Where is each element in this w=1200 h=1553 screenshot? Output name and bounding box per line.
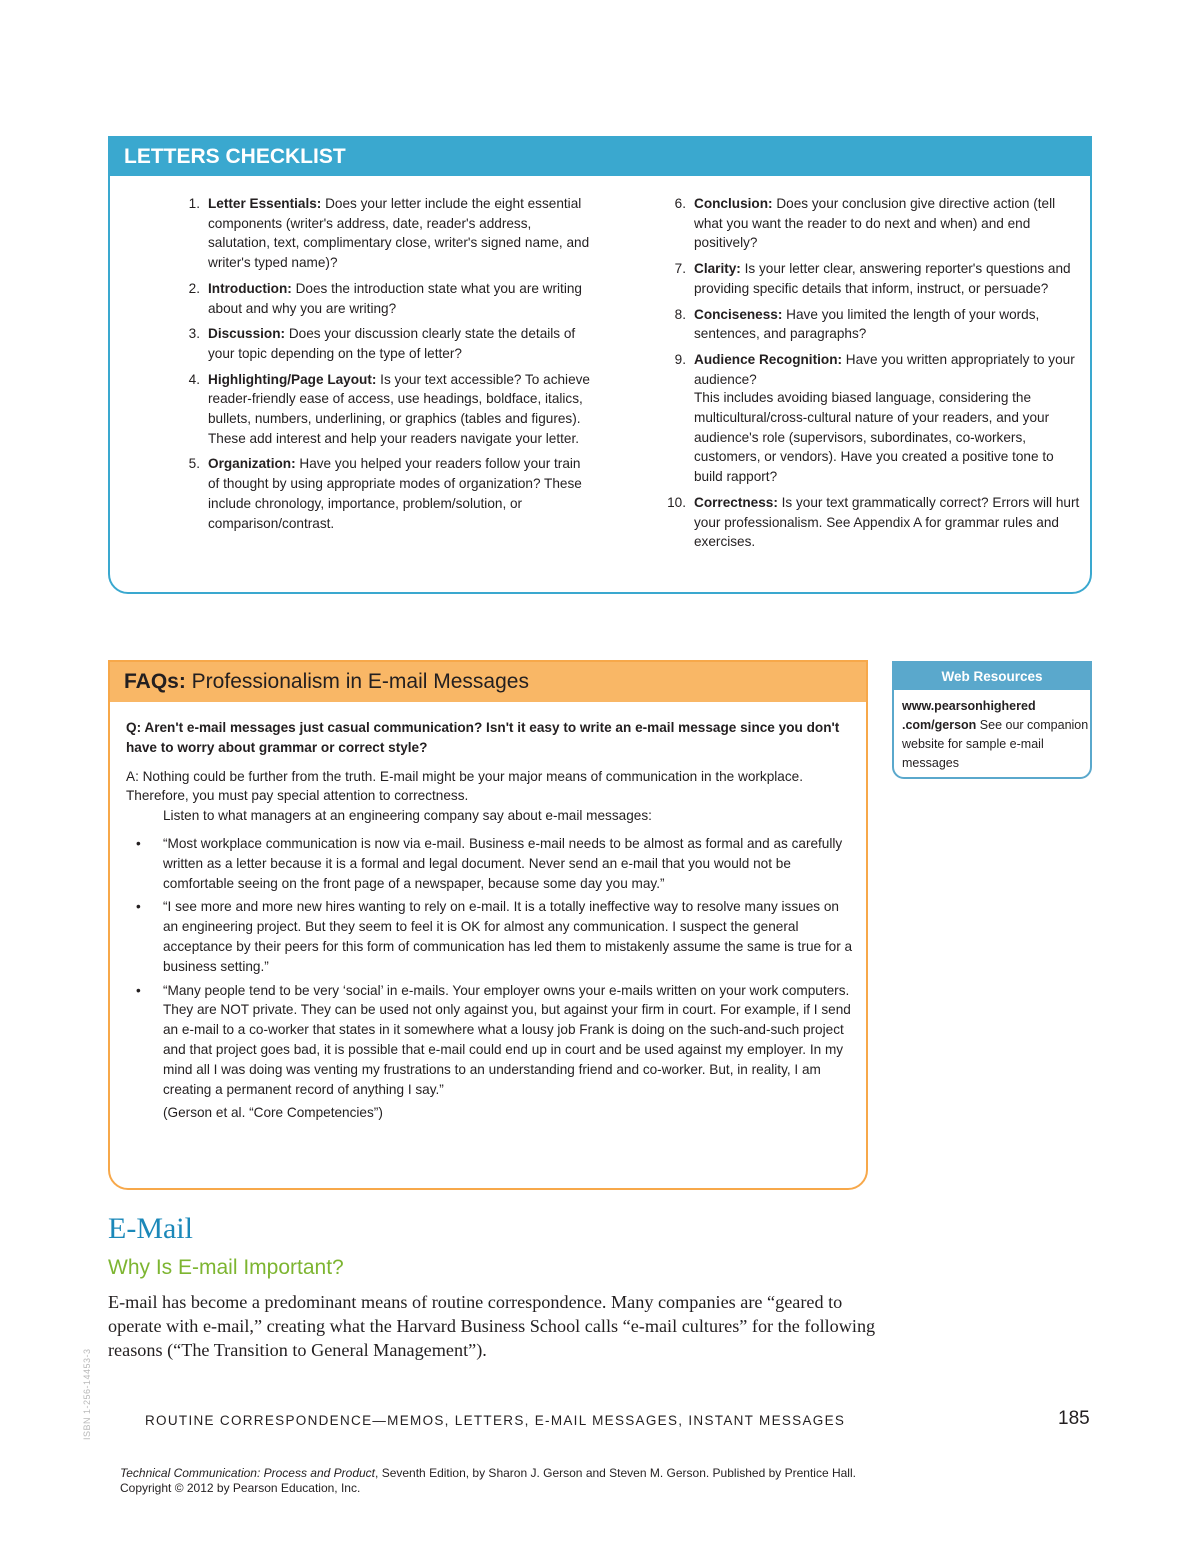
faq-title-text: Professionalism in E-mail Messages	[185, 670, 529, 693]
item-number: 3.	[188, 326, 200, 342]
item-number: 8.	[674, 306, 686, 322]
item-number: 10.	[667, 494, 686, 510]
item-keyword: Audience Recognition:	[694, 351, 843, 367]
web-resources-body	[894, 690, 1090, 773]
item-keyword: Clarity:	[694, 261, 741, 277]
faq-question: Q: Aren't e-mail messages just casual communication? Isn't it easy to write an e-mail message since you don't have to worry about grammar or correct style?	[126, 720, 840, 755]
item-number: 1.	[188, 196, 200, 211]
item-keyword: Correctness:	[694, 494, 778, 510]
footer-copyright: Copyright © 2012 by Pearson Education, Inc.	[120, 1481, 361, 1495]
item-keyword: Conciseness:	[694, 306, 783, 322]
faq-lead: Listen to what managers at an engineering company say about e-mail messages:	[163, 808, 652, 824]
item-text: Is your text accessible? To achieve reader-friendly ease of access, use headings, boldface, italics, bullets, numbers, underlining, or graphics (tables and figures). These add interest and help your readers navigate your letter.	[208, 371, 590, 446]
faq-quote-text: “Many people tend to be very ‘social’ in e-mails. Your employer owns your e-mails written on your work computers. They are NOT private. They can be used not only against you, but against your firm in court. For example, if I send an e-mail to a co-worker that states in it somewhere what a lousy job Frank is doing on the such-and-such project and that project goes bad, it is possible that e-mail could end up in court and be used against my employer. In my mind all I was doing was venting my frustrations to an understanding friend and co-worker. But, in reality, I am creating a permanent record of anything I say.”	[163, 982, 851, 1097]
item-text: Does your letter include the eight essential components (writer's address, date, reader's address, salutation, text, complimentary close, writer's signed name, and writer's typed name)?	[208, 196, 590, 271]
checklist-item	[170, 279, 590, 318]
checklist-item	[170, 194, 590, 273]
item-text: Does your conclusion give directive action (tell what you want the reader to do next and when) and end positively?	[694, 196, 1056, 251]
web-resources-link[interactable]: www.pearsonhighered .com/gerson	[902, 699, 1036, 732]
bullet-icon: •	[136, 982, 141, 998]
item-keyword: Introduction:	[208, 280, 292, 296]
item-9-extra-text: This includes avoiding biased language, considering the multicultural/cross-cultural nature of your readers, and your audience's role (supervisors, subordinates, co-workers, customers, or vendors). Have you created a positive tone to build rapport?	[694, 390, 1054, 485]
section-paragraph: E-mail has become a predominant means of routine correspondence. Many companies are “geared to operate with e-mail,” creating what the Harvard Business School calls “e-mail cultures” for the following reasons (“The Transition to General Management”).	[108, 1292, 876, 1360]
item-number: 6.	[674, 196, 686, 211]
faq-body	[126, 718, 854, 1123]
item-number: 4.	[188, 371, 200, 387]
checklist-right-column	[656, 194, 1081, 558]
faq-title	[110, 662, 866, 702]
letters-checklist-box	[108, 136, 1092, 594]
item-text: Is your text grammatically correct? Errors will hurt your professionalism. See Appendix A for grammar rules and exercises.	[694, 494, 1080, 550]
footer-book-title: Technical Communication: Process and Product	[120, 1466, 376, 1480]
checklist-item	[170, 324, 590, 363]
checklist-item	[656, 493, 1081, 552]
checklist-left-column	[170, 194, 590, 539]
faq-box	[108, 660, 868, 1190]
item-number: 2.	[188, 280, 200, 296]
item-keyword: Highlighting/Page Layout:	[208, 371, 377, 387]
checklist-item	[656, 194, 1081, 253]
checklist-item	[656, 259, 1081, 298]
bullet-icon: •	[136, 835, 141, 851]
footer	[120, 1466, 856, 1496]
faq-answer: A: Nothing could be further from the truth. E-mail might be your major means of communication in the workplace. Therefore, you must pay special attention to correctness.	[126, 768, 803, 804]
section-heading: E-Mail	[108, 1212, 193, 1245]
faq-citation: (Gerson et al. “Core Competencies”)	[163, 1105, 383, 1121]
checklist-title: LETTERS CHECKLIST	[110, 138, 1090, 176]
item-number: 7.	[674, 261, 686, 277]
checklist-item	[656, 305, 1081, 344]
bullet-icon: •	[136, 899, 141, 915]
faq-quote	[126, 834, 854, 893]
faq-quote-list	[126, 834, 854, 1099]
item-text: Does your discussion clearly state the details of your topic depending on the type of letter?	[208, 326, 576, 361]
web-resources-title: Web Resources	[894, 663, 1090, 690]
web-resources-box	[892, 661, 1092, 779]
section-subheading: Why Is E-mail Important?	[108, 1256, 344, 1279]
item-text: Have you limited the length of your words, sentences, and paragraphs?	[694, 306, 1040, 342]
item-keyword: Letter Essentials:	[208, 196, 322, 211]
faq-quote	[126, 897, 854, 976]
footer-citation	[120, 1466, 856, 1481]
item-keyword: Organization:	[208, 456, 296, 472]
item-text: Have you helped your readers follow your train of thought by using appropriate modes of organization? These include chronology, importance, problem/solution, or comparison/contrast.	[208, 456, 582, 531]
isbn-watermark: ISBN 1-256-14453-3	[82, 1348, 92, 1440]
running-head: ROUTINE CORRESPONDENCE—MEMOS, LETTERS, E-MAIL MESSAGES, INSTANT MESSAGES	[145, 1413, 846, 1428]
item-text: Does the introduction state what you are writing about and why you are writing?	[208, 280, 582, 316]
checklist-item	[656, 350, 1081, 389]
item-text: Is your letter clear, answering reporter's questions and providing specific details that inform, instruct, or persuade?	[694, 261, 1071, 296]
page-number: 185	[1058, 1408, 1090, 1429]
item-number: 5.	[188, 456, 200, 472]
web-resources-text: See our companion website for sample e-mail messages	[902, 718, 1089, 770]
faq-quote-text: “I see more and more new hires wanting to rely on e-mail. It is a totally ineffective way to resolve many issues on an engineering project. But they seem to feel it is OK for almost any communication. I suspect the general acceptance by their peers for this form of communication has led them to mistakenly assume the same is true for a business setting.”	[163, 899, 853, 974]
item-text: Have you written appropriately to your audience?	[694, 351, 1075, 387]
checklist-item	[170, 370, 590, 449]
faq-quote-text: “Most workplace communication is now via e-mail. Business e-mail needs to be almost as formal and as carefully written as a letter because it is a formal and legal document. Never send an e-mail that you would not be comfortable seeing on the front page of a newspaper, because some day you may.”	[163, 835, 843, 891]
footer-publisher: , Seventh Edition, by Sharon J. Gerson and Steven M. Gerson. Published by Prentice Hall.	[375, 1466, 856, 1480]
checklist-item	[170, 454, 590, 533]
faq-title-bold: FAQs:	[124, 670, 186, 693]
item-keyword: Discussion:	[208, 326, 286, 342]
faq-quote	[126, 981, 854, 1100]
item-number: 9.	[674, 351, 686, 367]
item-keyword: Conclusion:	[694, 196, 773, 211]
